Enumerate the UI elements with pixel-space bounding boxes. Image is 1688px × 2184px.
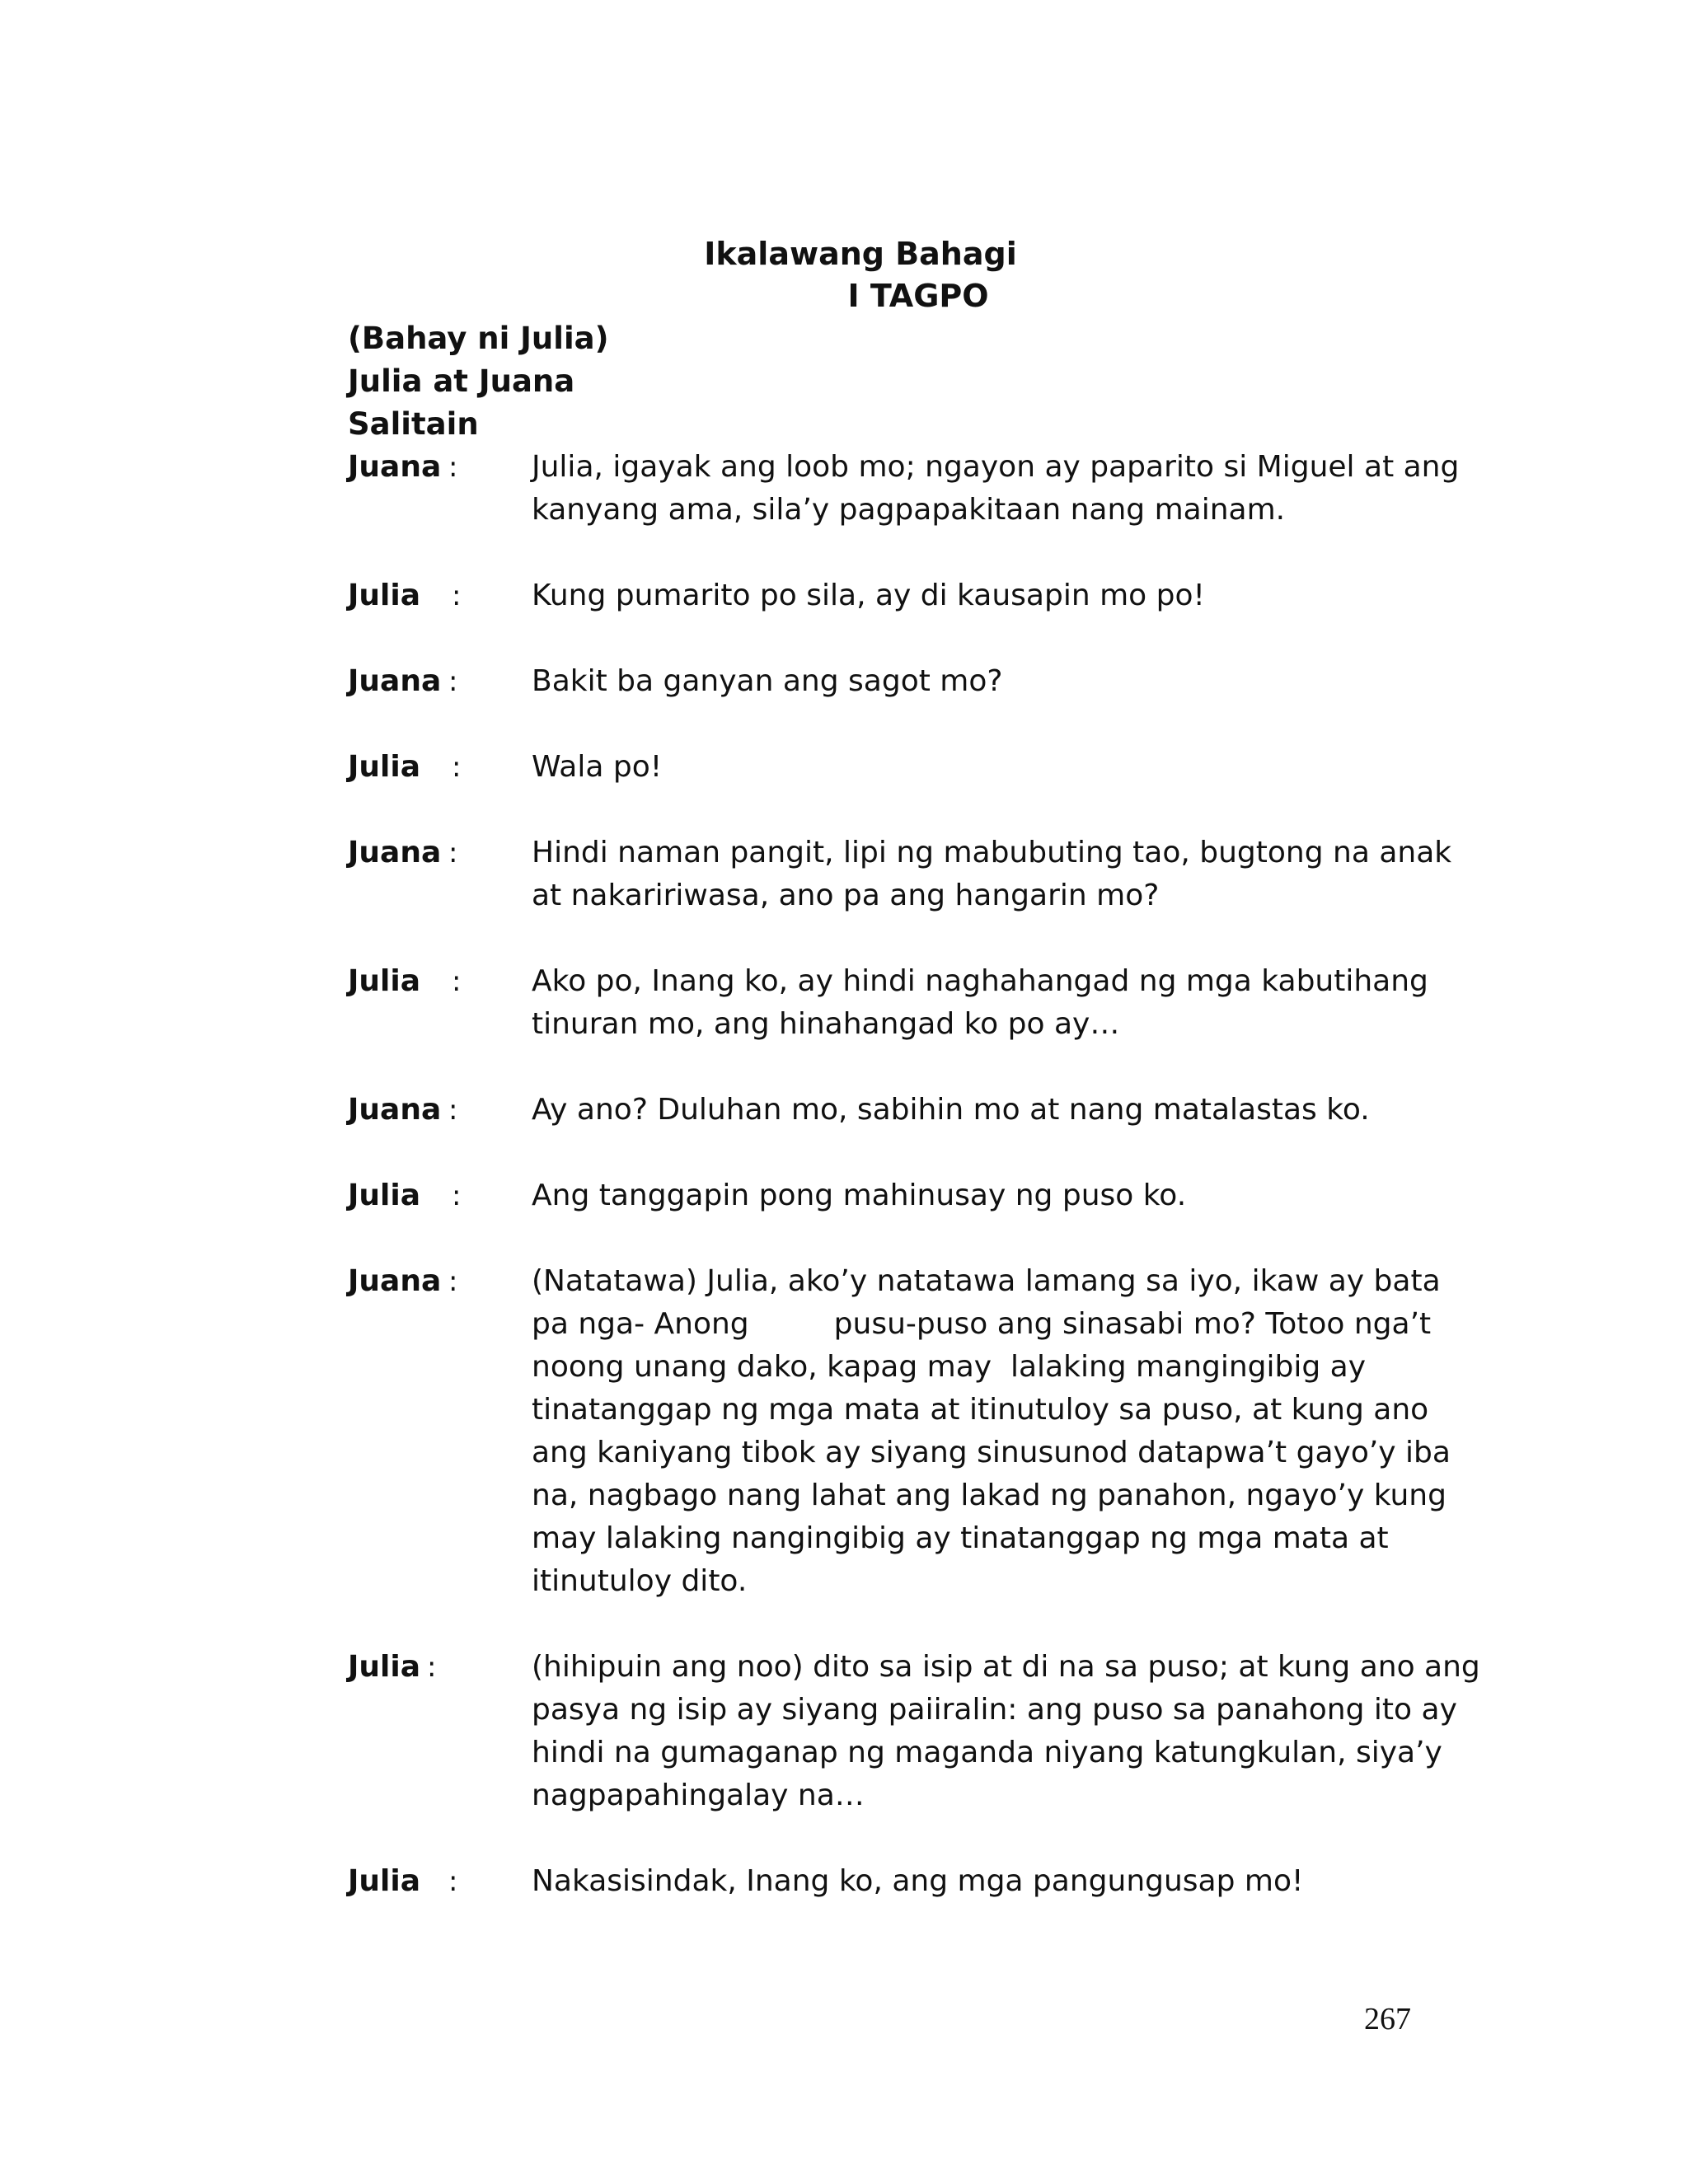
speaker-colon: :: [448, 837, 458, 869]
dialogue-line: Bakit ba ganyan ang sagot mo?: [532, 664, 1003, 698]
dialogue-line: at nakaririwasa, ano pa ang hangarin mo?: [532, 879, 1160, 912]
speaker-name: Julia: [348, 750, 420, 784]
setting-line: (Bahay ni Julia): [348, 321, 609, 356]
speaker-name: Juana: [348, 836, 442, 869]
speaker-colon: :: [448, 451, 458, 484]
dialogue-line: Ako po, Inang ko, ay hindi naghahangad ng mga kabutihang: [532, 964, 1428, 998]
speaker-name: Juana: [348, 664, 442, 698]
speaker-name: Julia: [348, 1179, 420, 1212]
speaker-colon: :: [452, 965, 462, 998]
speaker-name: Juana: [348, 450, 442, 484]
dialogue-line: Kung pumarito po sila, ay di kausapin mo po!: [532, 579, 1205, 612]
speaker-name: Julia: [348, 964, 420, 998]
speaker-name: Julia: [348, 1864, 420, 1898]
speaker-colon: :: [452, 1179, 462, 1212]
speaker-colon: :: [452, 579, 462, 612]
dialogue-line: (Natatawa) Julia, ako’y natatawa lamang sa iyo, ikaw ay bata: [532, 1264, 1441, 1298]
dialogue-line: noong unang dako, kapag may lalaking mangingibig ay: [532, 1350, 1367, 1384]
dialogue-line: Wala po!: [532, 750, 663, 784]
speaker-name: Julia: [348, 1650, 420, 1684]
speaker-name: Julia: [348, 579, 420, 612]
dialogue-label: Salitain: [348, 406, 479, 442]
dialogue-line: hindi na gumaganap ng maganda niyang katungkulan, siya’y: [532, 1736, 1442, 1769]
dialogue-line: itinutuloy dito.: [532, 1564, 748, 1598]
speaker-colon: :: [452, 751, 462, 784]
speaker-colon: :: [448, 1094, 458, 1127]
speaker-colon: :: [448, 1265, 458, 1298]
speaker-colon: :: [427, 1651, 437, 1684]
dialogue-line: Ay ano? Duluhan mo, sabihin mo at nang matalastas ko.: [532, 1093, 1370, 1127]
speaker-colon: :: [448, 665, 458, 698]
dialogue-line: pa nga- Anong pusu-puso ang sinasabi mo? Totoo nga’t: [532, 1307, 1432, 1341]
dialogue-line: tinatanggap ng mga mata at itinutuloy sa puso, at kung ano: [532, 1393, 1429, 1427]
dialogue-line: kanyang ama, sila’y pagpapakitaan nang mainam.: [532, 493, 1286, 527]
characters-line: Julia at Juana: [348, 363, 575, 399]
dialogue-line: pasya ng isip ay siyang paiiralin: ang puso sa panahong ito ay: [532, 1693, 1457, 1727]
dialogue-line: nagpapahingalay na…: [532, 1779, 865, 1812]
speaker-name: Juana: [348, 1093, 442, 1127]
dialogue-line: Ang tanggapin pong mahinusay ng puso ko.: [532, 1179, 1187, 1212]
dialogue-line: na, nagbago nang lahat ang lakad ng panahon, ngayo’y kung: [532, 1479, 1447, 1512]
dialogue-line: tinuran mo, ang hinahangad ko po ay…: [532, 1007, 1120, 1041]
dialogue-line: Hindi naman pangit, lipi ng mabubuting tao, bugtong na anak: [532, 836, 1452, 869]
speaker-colon: :: [448, 1865, 458, 1898]
page-number: 267: [1364, 2002, 1411, 2036]
dialogue-line: (hihipuin ang noo) dito sa isip at di na sa puso; at kung ano ang: [532, 1650, 1480, 1684]
part-title: Ikalawang Bahagi: [704, 236, 1017, 272]
dialogue-line: Julia, igayak ang loob mo; ngayon ay paparito si Miguel at ang: [532, 450, 1460, 484]
speaker-name: Juana: [348, 1264, 442, 1298]
dialogue-line: Nakasisindak, Inang ko, ang mga pangungusap mo!: [532, 1864, 1304, 1898]
dialogue-line: ang kaniyang tibok ay siyang sinusunod datapwa’t gayo’y iba: [532, 1436, 1451, 1469]
dialogue-line: may lalaking nangingibig ay tinatanggap ng mga mata at: [532, 1521, 1389, 1555]
scene-title: I TAGPO: [847, 278, 989, 314]
